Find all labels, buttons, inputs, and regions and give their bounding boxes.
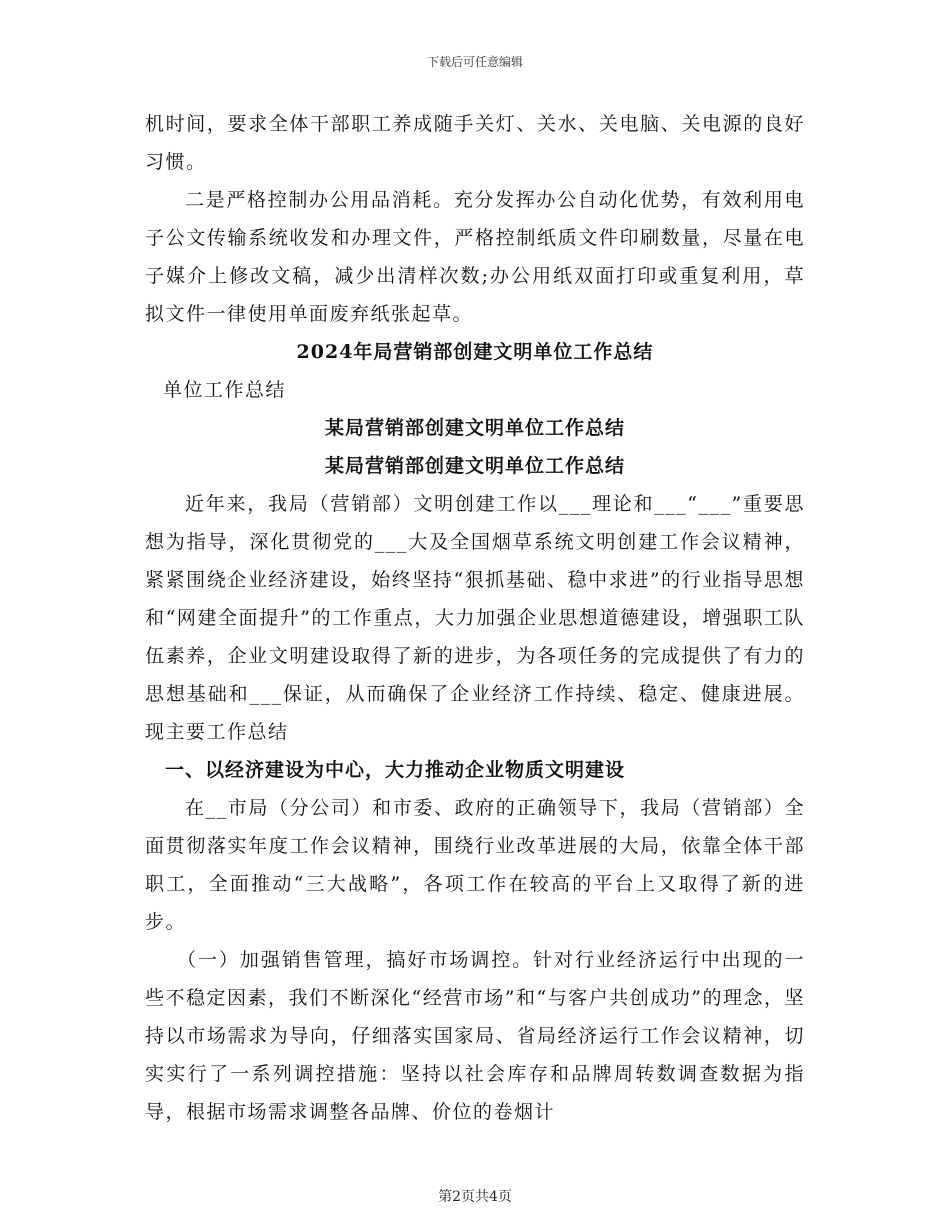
paragraph-continuation: 机时间，要求全体干部职工养成随手关灯、关水、关电脑、关电源的良好习惯。 [145,113,805,173]
category-label: 单位工作总结 [163,379,287,401]
paragraph-office-supplies: 二是严格控制办公用品消耗。充分发挥办公自动化优势，有效利用电子公文传输系统收发和办理文件，严格控制纸质文件印刷数量，尽量在电子媒介上修改文稿，减少出清样次数;办公用纸双面打印或重复利用，草拟文件一律使用单面废弃纸张起草。 [145,189,805,325]
document-title: 2024年局营销部创建文明单位工作总结 [296,341,654,363]
paragraph-leadership: 在__市局（分公司）和市委、政府的正确领导下，我局（营销部）全面贯彻落实年度工作会议精神，围绕行业改革进展的大局，依靠全体干部职工，全面推动“三大战略”，各项工作在较高的平台上又取得了新的进步。 [145,797,805,933]
page-header-note: 下载后可任意编辑 [426,55,523,69]
document-body [145,105,805,1131]
paragraph-sales-management: （一）加强销售管理，搞好市场调控。针对行业经济运行中出现的一些不稳定因素，我们不断深化“经营市场”和“与客户共创成功”的理念，坚持以市场需求为导向，仔细落实国家局、省局经济运行工作会议精神，切实实行了一系列调控措施：坚持以社会库存和品牌周转数调查数据为指导，根据市场需求调整各品牌、价位的卷烟计 [145,949,805,1123]
section-heading-1: 一、以经济建设为中心，大力推动企业物质文明建设 [165,759,626,781]
paragraph-intro: 近年来，我局（营销部）文明创建工作以___理论和___“___”重要思想为指导，深化贯彻党的___大及全国烟草系统文明创建工作会议精神，紧紧围绕企业经济建设，始终坚持“狠抓基础、稳中求进”的行业指导思想和“网建全面提升”的工作重点，大力加强企业思想道德建设，增强职工队伍素养，企业文明建设取得了新的进步，为各项任务的完成提供了有力的思想基础和___保证，从而确保了企业经济工作持续、稳定、健康进展。现主要工作总结 [145,493,805,743]
subtitle-1: 某局营销部创建文明单位工作总结 [324,417,625,439]
page-indicator: 第2页共4页 [438,1189,512,1205]
subtitle-2: 某局营销部创建文明单位工作总结 [324,455,625,477]
